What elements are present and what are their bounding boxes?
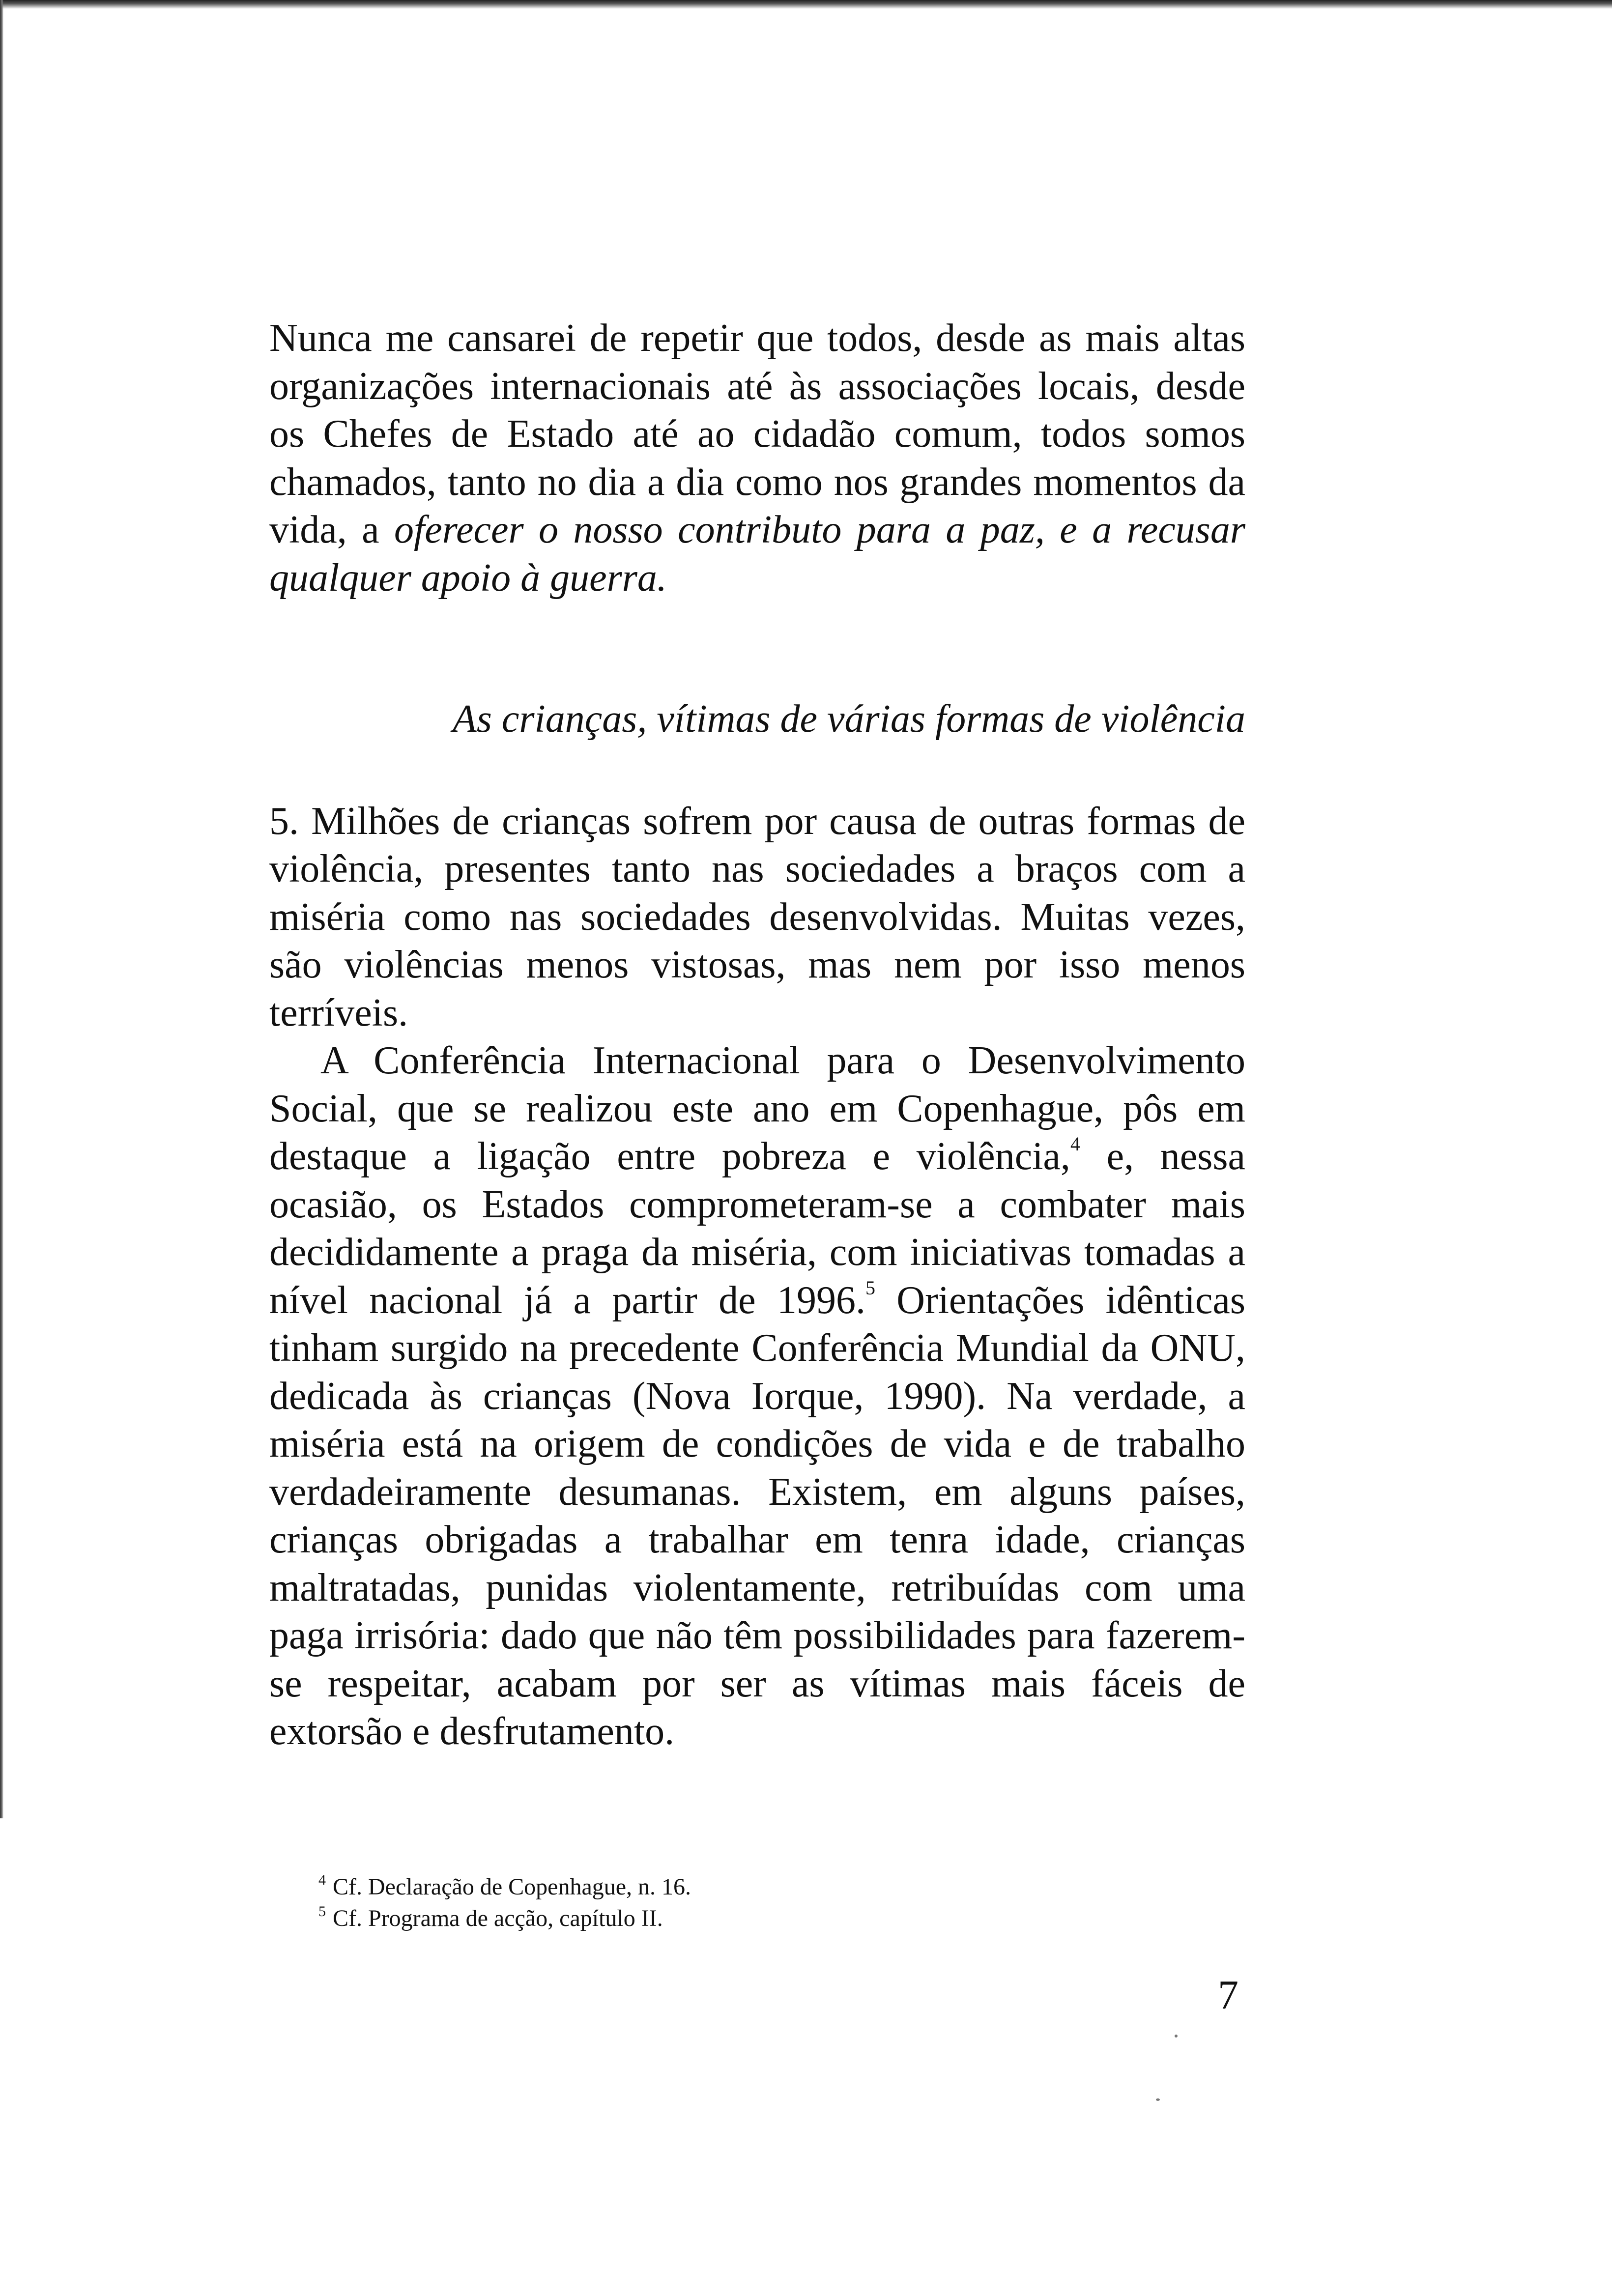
body-text <box>269 315 1245 1756</box>
paragraph-conference-text-b: e, nessa ocasião, os Estados comprometeram-se a combater mais decididamente a praga da miséria, com iniciativas tomadas a nível nacional já a partir de 1996. <box>269 1135 1245 1322</box>
scan-speck <box>1156 2098 1160 2101</box>
footnote-text: Cf. Programa de acção, capítulo II. <box>333 1905 663 1931</box>
scan-top-edge <box>0 0 1612 9</box>
footnote-4 <box>269 1871 1245 1903</box>
paragraph-conference-text-a: A Conferência Internacional para o Desenvolvimento Social, que se realizou este ano em Copenhague, pôs em destaque a ligação entre pobreza e violência, <box>269 1039 1245 1178</box>
paragraph-peace <box>269 315 1245 602</box>
paragraph-peace-text: Nunca me cansarei de repetir que todos, desde as mais altas organizações internacionais até às associações locais, desde os Chefes de Estado até ao cidadão comum, todos somos chamados, tanto no dia a dia como nos grandes momentos da vida, a <box>269 316 1245 551</box>
scan-speck <box>1175 2035 1178 2038</box>
section-heading: As crianças, vítimas de várias formas de violência <box>452 697 1245 741</box>
footnote-mark: 5 <box>318 1903 326 1920</box>
scan-left-edge <box>0 0 3 1818</box>
paragraph-peace-emphasis: oferecer o nosso contributo para a paz, e a recusar qualquer apoio à guerra. <box>269 508 1245 600</box>
footnote-mark: 4 <box>318 1872 326 1888</box>
footnotes <box>269 1871 1245 1934</box>
paragraph-conference-text-c: Orientações idênticas tinham surgido na precedente Conferência Mundial da ONU, dedicada às crianças (Nova Iorque, 1990). Na verdade, a miséria está na origem de condições de vida e de trabalho verdadeiramente desumanas. Existem, em alguns países, crianças obrigadas a trabalhar em tenra idade, crianças maltratadas, punidas violentamente, retribuídas com uma paga irrisória: dado que não têm possibilidades para fazerem-se respeitar, acabam por ser as vítimas mais fáceis de extorsão e desfrutamento. <box>269 1278 1245 1753</box>
footnote-5 <box>269 1903 1245 1934</box>
paragraph-5: 5. Milhões de crianças sofrem por causa de outras formas de violência, presentes tanto nas sociedades a braços com a miséria como nas sociedades desenvolvidas. Muitas vezes, são violências menos vistosas, mas nem por isso menos terríveis. <box>269 799 1245 1034</box>
page-number: 7 <box>1218 1972 1238 2018</box>
paragraph-conference <box>269 1037 1245 1756</box>
footnote-text: Cf. Declaração de Copenhague, n. 16. <box>333 1874 691 1900</box>
footnote-ref-5: 5 <box>865 1276 875 1299</box>
footnote-ref-4: 4 <box>1070 1133 1080 1155</box>
